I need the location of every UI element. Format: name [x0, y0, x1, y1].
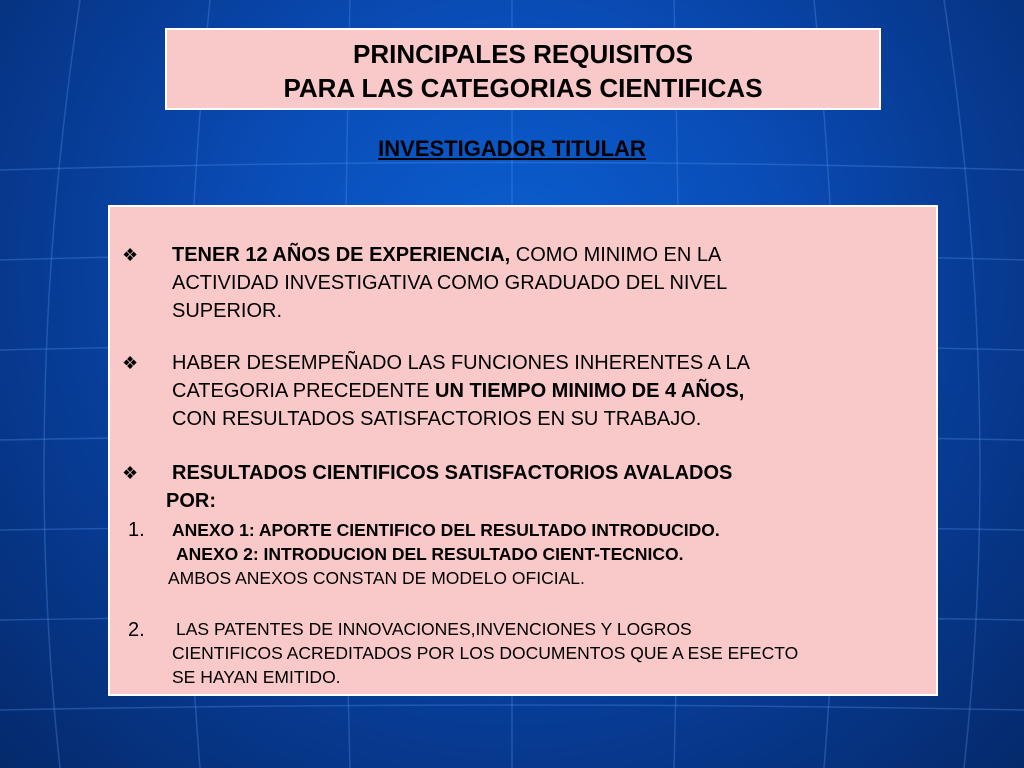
sub-2-line-1: LAS PATENTES DE INNOVACIONES,INVENCIONES Y LOGROS: [176, 619, 692, 639]
sub-2-line-2: CIENTIFICOS ACREDITADOS POR LOS DOCUMENTOS QUE A ESE EFECTO: [172, 643, 799, 663]
item-2-line-3: CON RESULTADOS SATISFACTORIOS EN SU TRABAJO.: [172, 408, 702, 430]
sub-2-number: 2.: [128, 619, 145, 641]
item-2-line-1: HABER DESEMPEÑADO LAS FUNCIONES INHERENTES A LA: [172, 352, 750, 374]
requirements-box: [108, 205, 938, 696]
diamond-bullet-icon: ❖: [122, 353, 139, 373]
anexo-note: AMBOS ANEXOS CONSTAN DE MODELO OFICIAL.: [168, 568, 585, 588]
title-line-1: PRINCIPALES REQUISITOS: [353, 39, 693, 69]
anexo-1: [172, 517, 720, 543]
item-2-line-2: [172, 377, 744, 405]
item-1-line-2: ACTIVIDAD INVESTIGATIVA COMO GRADUADO DEL NIVEL: [172, 272, 728, 294]
anexo-2-text: ANEXO 2: INTRODUCION DEL RESULTADO CIENT-TECNICO.: [176, 544, 684, 564]
diamond-bullet-icon: ❖: [122, 463, 139, 483]
sub-1-number: 1.: [128, 519, 145, 541]
anexo-1-text: ANEXO 1: APORTE CIENTIFICO DEL RESULTADO INTRODUCIDO.: [172, 520, 720, 540]
item-2-bold: UN TIEMPO MINIMO DE 4 AÑOS,: [435, 380, 745, 402]
sub-2-line-3: SE HAYAN EMITIDO.: [172, 667, 341, 687]
item-3-bold-1: RESULTADOS CIENTIFICOS SATISFACTORIOS AVALADOS: [172, 462, 733, 484]
anexo-2: [176, 541, 684, 567]
diamond-bullet-icon: ❖: [122, 245, 139, 265]
title-box: [165, 28, 881, 110]
item-1-line-3: SUPERIOR.: [172, 300, 283, 322]
title-line-2: PARA LAS CATEGORIAS CIENTIFICAS: [283, 73, 763, 103]
item-3-line-1: [172, 459, 732, 487]
item-3-bold-2: POR:: [166, 490, 216, 512]
item-1-line-1: [172, 241, 721, 269]
subtitle: INVESTIGADOR TITULAR: [378, 136, 646, 161]
item-2-text: CATEGORIA PRECEDENTE: [172, 380, 436, 402]
item-1-text: COMO MINIMO EN LA: [510, 244, 722, 266]
item-1-bold: TENER 12 AÑOS DE EXPERIENCIA,: [172, 244, 511, 266]
item-3-line-2: [166, 487, 216, 515]
